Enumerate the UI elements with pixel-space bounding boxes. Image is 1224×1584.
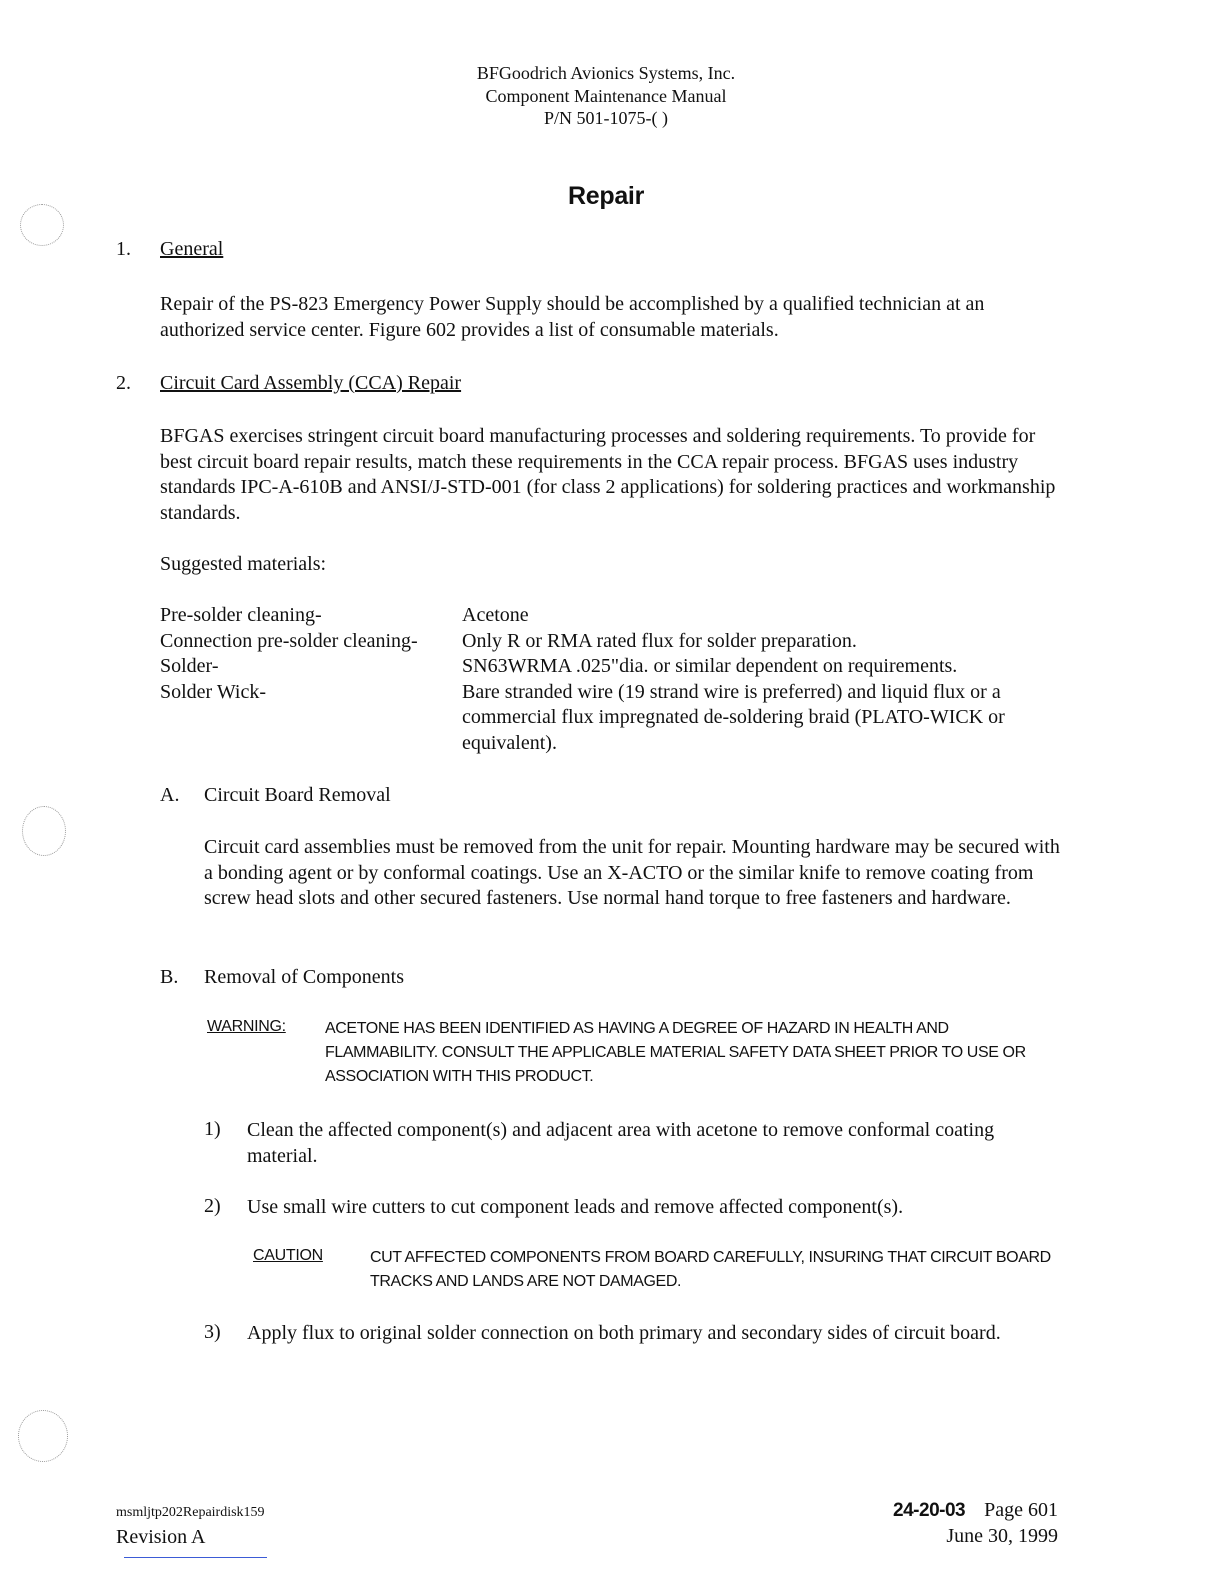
- materials-row: [160, 680, 1062, 757]
- warning-label: WARNING:: [207, 1018, 286, 1035]
- material-label: Connection pre-solder cleaning-: [160, 629, 418, 652]
- material-label: Pre-solder cleaning-: [160, 604, 322, 626]
- material-label: Solder Wick-: [160, 680, 267, 703]
- section-1-heading: General: [160, 238, 224, 260]
- punch-hole-middle: [22, 806, 66, 856]
- materials-row: [160, 629, 1062, 655]
- step-3-text: Apply flux to original solder connection on both primary and secondary sides of circuit board.: [247, 1322, 1001, 1344]
- subsection-a-letter: A.: [160, 784, 180, 806]
- footer-page-info: [893, 1499, 1058, 1522]
- materials-intro: Suggested materials:: [160, 553, 327, 575]
- header-part-number: P/N 501-1075-( ): [544, 108, 668, 128]
- materials-table: [160, 603, 1062, 756]
- material-value: Bare stranded wire (19 strand wire is preferred) and liquid flux or a commercial flux impregnated de-soldering braid (PLATO-WICK or equivalent).: [462, 680, 1005, 754]
- material-value: SN63WRMA .025"dia. or similar dependent on requirements.: [462, 655, 958, 677]
- section-1-text: Repair of the PS-823 Emergency Power Supply should be accomplished by a qualified technician at an authorized service center. Figure 602 provides a list of consumable materials.: [160, 293, 985, 341]
- punch-hole-bottom: [18, 1410, 68, 1462]
- step-1-text: Clean the affected component(s) and adjacent area with acetone to remove conformal coating material.: [247, 1119, 995, 1167]
- subsection-b-letter: B.: [160, 966, 179, 988]
- step-1-number: 1): [204, 1118, 221, 1140]
- footer-revision: Revision A: [116, 1526, 206, 1548]
- footer-doc-number: 24-20-03: [893, 1500, 966, 1521]
- materials-row: [160, 654, 1062, 680]
- warning-text: ACETONE HAS BEEN IDENTIFIED AS HAVING A DEGREE OF HAZARD IN HEALTH AND FLAMMABILITY. CONSULT THE APPLICABLE MATERIAL SAFETY DATA SHEET PRIOR TO USE OR ASSOCIATION WITH THIS PRODUCT.: [325, 1020, 1026, 1085]
- material-value: Acetone: [462, 604, 529, 626]
- section-1-number: 1.: [116, 238, 131, 260]
- subsection-a-text: Circuit card assemblies must be removed from the unit for repair. Mounting hardware may be secured with a bonding agent or by conformal coatings. Use an X-ACTO or the similar knife to remove coating from screw head slots and other secured fasteners. Use normal hand torque to free fasteners and hardware.: [204, 836, 1060, 909]
- material-value: Only R or RMA rated flux for solder preparation.: [462, 629, 857, 652]
- page-title: Repair: [567, 182, 644, 210]
- footer-page: Page 601: [984, 1499, 1058, 1521]
- step-2-text: Use small wire cutters to cut component leads and remove affected component(s).: [247, 1196, 904, 1218]
- subsection-b-heading: Removal of Components: [204, 966, 404, 988]
- section-2-number: 2.: [116, 372, 131, 394]
- caution-text: CUT AFFECTED COMPONENTS FROM BOARD CAREFULLY, INSURING THAT CIRCUIT BOARD TRACKS AND LANDS ARE NOT DAMAGED.: [370, 1249, 1051, 1290]
- footer-file-code: msmljtp202Repairdisk159: [116, 1505, 265, 1520]
- subsection-a-heading: Circuit Board Removal: [204, 784, 391, 806]
- header-manual: Component Maintenance Manual: [485, 86, 727, 106]
- section-2-heading: Circuit Card Assembly (CCA) Repair: [160, 372, 462, 394]
- step-3-number: 3): [204, 1321, 221, 1343]
- footer-underline: [124, 1557, 267, 1558]
- header-company: BFGoodrich Avionics Systems, Inc.: [476, 63, 736, 83]
- footer-date: June 30, 1999: [946, 1525, 1058, 1547]
- materials-row: [160, 603, 1062, 629]
- section-2-text: BFGAS exercises stringent circuit board manufacturing processes and soldering requirements. To provide for best circuit board repair results, match these requirements in the CCA repair process. BFGAS uses industry standards IPC-A-610B and ANSI/J-STD-001 (for class 2 applications) for soldering practices and workmanship standards.: [160, 425, 1056, 524]
- caution-label: CAUTION: [253, 1247, 323, 1264]
- material-label: Solder-: [160, 655, 219, 677]
- step-2-number: 2): [204, 1195, 221, 1217]
